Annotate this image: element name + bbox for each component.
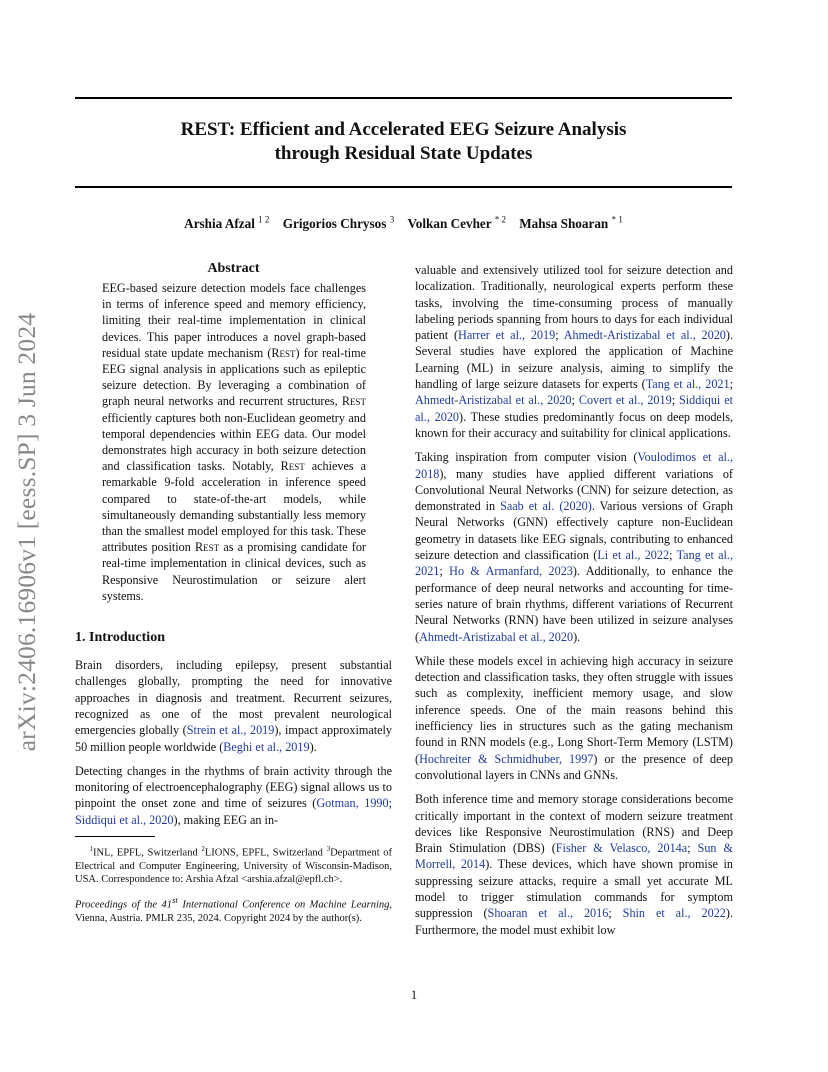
citation-link[interactable]: Tang et al., 2021	[415, 548, 734, 579]
author: Volkan Cevher $^{* 2}$	[407, 215, 506, 232]
title-rule-top	[75, 97, 732, 99]
title-line-1: REST: Efficient and Accelerated EEG Seizure Analysis	[180, 119, 627, 140]
title-rule-bottom	[75, 186, 732, 188]
citation-link[interactable]: Hochreiter & Schmidhuber, 1997	[419, 751, 594, 766]
citation-link[interactable]: Shin et al., 2022	[622, 906, 726, 921]
page-number: 1	[410, 988, 418, 1002]
citation-link[interactable]: Siddiqui et al., 2020	[415, 393, 733, 424]
citation-link[interactable]: Siddiqui et al., 2020	[75, 812, 174, 827]
title-line-2: through Residual State Updates	[274, 143, 533, 164]
author: Arshia Afzal $^{1 2}$	[184, 215, 270, 232]
body-paragraph: valuable and extensively utilized tool for seizure detection and localization. Traditionally, neurological experts perform these tasks, involving the time-consuming process of manually labeling periods spanning from hours to days for each individual patient (Harrer et al., 2019; Ahmedt-Aristizabal et al., 2020). Several studies have explored the application of Machine Learning (ML) in seizure analysis, aiming to simplify the handling of large seizure datasets for experts (Tang et al., 2021; Ahmedt-Aristizabal et al., 2020; Covert et al., 2019; Siddiqui et al., 2020). These studies predominantly focus on deep models, known for their accuracy and suitability for clinical applications.	[415, 263, 734, 440]
abstract-text: EEG-based seizure detection models face challenges in terms of inference speed and memory efficiency, limiting their real-time implementation in clinical devices. This paper introduces a novel graph-based residual state update mechanism (Rest) for real-time EEG signal analysis in applications such as epileptic seizure detection. By leveraging a combination of graph neural networks and recurrent structures, Rest efficiently captures both non-Euclidean geometry and temporal dependencies within EEG data. Our model demonstrates high accuracy in both seizure detection and classification tasks. Notably, Rest achieves a remarkable 9-fold acceleration in inference speed compared to state-of-the-art models, while simultaneously demanding substantially less memory than the smallest model employed for this task. These attributes position Rest as a promising candidate for real-time implementation in clinical devices, such as Responsive Neurostimulation or seizure alert systems.	[102, 281, 366, 603]
citation-link[interactable]: Harrer et al., 2019	[458, 328, 556, 343]
body-paragraph: Both inference time and memory storage considerations become critically important in the context of modern seizure treatment devices like Responsive Neurostimulation (RNS) and Deep Brain Stimulation (DBS) (Fisher & Velasco, 2014a; Sun & Morrell, 2014). These devices, which have shown promise in suppressing seizure attacks, require a small yet accurate ML model to trigger stimulation commands for symptom suppression (Shoaran et al., 2016; Shin et al., 2022). Furthermore, the model must exhibit low	[415, 792, 733, 937]
citation-link[interactable]: Ahmedt-Aristizabal et al., 2020	[563, 328, 726, 343]
citation-link[interactable]: Gotman, 1990	[316, 796, 389, 811]
author-affiliation: * 2	[494, 215, 506, 225]
citation-link[interactable]: Ahmedt-Aristizabal et al., 2020	[415, 393, 572, 408]
proceedings-note: Proceedings of the 41st International Conference on Machine Learning, Vienna, Austria. PMLR 235, 2024. Copyright 2024 by the author(s).	[75, 895, 392, 924]
intro-paragraph-2: Detecting changes in the rhythms of brain activity through the monitoring of electroencephalography (EEG) signal allows us to pinpoint the onset zone and time of seizures (Gotman, 1990; Siddiqui et al., 2020), making EEG an in-	[75, 763, 392, 827]
citation-link[interactable]: Beghi et al., 2019	[223, 739, 310, 754]
author-affiliation: * 1	[611, 215, 623, 225]
author: Mahsa Shoaran $^{* 1}$	[519, 215, 623, 232]
citation-link[interactable]: Fisher & Velasco, 2014a	[555, 841, 688, 856]
affiliation-footnote: $^1$INL, EPFL, Switzerland $^2$LIONS, EPFL, Switzerland $^3$Department of Electrical and Computer Engineering, University of Wisconsin-Madison, USA. Correspondence to: Arshia Afzal <arshia.afzal@epfl.ch>.	[75, 845, 393, 885]
author-list	[75, 215, 732, 232]
citation-link[interactable]: Voulodimos et al., 2018	[415, 450, 733, 481]
method-name: Rest	[280, 459, 305, 474]
footnote-divider	[75, 836, 155, 837]
paper-title	[75, 118, 732, 166]
right-column	[415, 262, 733, 946]
author: Grigorios Chrysos $^3$	[282, 215, 395, 232]
body-paragraph: Taking inspiration from computer vision (Voulodimos et al., 2018), many studies have applied different variations of Convolutional Neural Networks (CNN) for seizure detection, as demonstrated in Saab et al. (2020). Various versions of Graph Neural Networks (GNN) effectively capture non-Euclidean geometry in datasets like EEG signals, contributing to enhanced seizure detection and classification (Li et al., 2022; Tang et al., 2021; Ho & Armanfard, 2023). Additionally, to enhance the performance of deep neural networks and accounting for time-series nature of brain rhythms, different variations of Recurrent Neural Networks (RNN) have been utilized in seizure analyses (Ahmedt-Aristizabal et al., 2020).	[415, 450, 734, 644]
citation-link[interactable]: Sun & Morrell, 2014	[415, 841, 733, 872]
citation-link[interactable]: Covert et al., 2019	[578, 393, 672, 408]
citation-link[interactable]: Shoaran et al., 2016	[487, 906, 609, 921]
author-affiliation: 3	[389, 215, 395, 225]
method-name: Rest	[195, 540, 220, 555]
citation-link[interactable]: Ho & Armanfard, 2023	[449, 564, 573, 579]
method-name: Rest	[341, 394, 366, 409]
body-paragraph: While these models excel in achieving high accuracy in seizure detection and classification tasks, they often struggle with issues such as complexity, inefficient memory usage, and slow inference speeds. One of the main reasons behind this inefficiency lies in structures such as the gating mechanism found in RNN models (e.g., Long Short-Term Memory (LSTM) (Hochreiter & Schmidhuber, 1997) or the presence of deep convolutional layers in CNNs and GNNs.	[415, 653, 733, 782]
citation-link[interactable]: Tang et al., 2021	[645, 377, 730, 392]
left-column	[75, 260, 392, 936]
section-heading-introduction: 1. Introduction	[75, 630, 165, 646]
citation-link[interactable]: Li et al., 2022	[597, 548, 670, 563]
arxiv-stamp-text: arXiv:2406.16906v1 [eess.SP] 3 Jun 2024	[12, 312, 41, 752]
citation-link[interactable]: Strein et al., 2019	[186, 723, 275, 738]
intro-paragraph-1: Brain disorders, including epilepsy, present substantial challenges globally, prompting the need for innovative approaches in diagnosis and treatment. Recurrent seizures, recognized as one of the most prevalent neurological emergencies globally (Strein et al., 2019), impact approximately 50 million people worldwide (Beghi et al., 2019).	[75, 658, 393, 754]
abstract-heading: Abstract	[207, 261, 260, 276]
method-name: Rest	[271, 345, 296, 360]
citation-link[interactable]: Ahmedt-Aristizabal et al., 2020	[419, 629, 574, 644]
author-affiliation: 1 2	[258, 215, 270, 225]
citation-link[interactable]: Saab et al. (2020)	[500, 499, 592, 514]
